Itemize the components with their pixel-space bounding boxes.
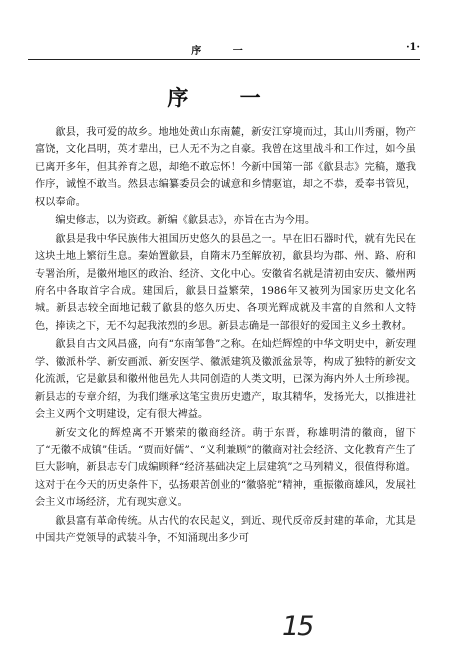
preface-title: 序 一	[167, 85, 283, 110]
running-title: 序 一	[191, 46, 257, 57]
page-number: ·1·	[406, 42, 420, 53]
paragraph: 歙县是我中华民族伟大祖国历史悠久的县邑之一。早在旧石器时代，就有先民在这块土地上繁衍生息。秦始置歙县，自隋末乃至解放初，歙县均为郡、州、路、府和专署治所，是徽州地区的政治、经济、文化中心。安徽省名就是清初由安庆、徽州两府名中各取首字合成。建国后，歙县日益繁荣，1986年又被列为国家历史文化名城。新县志较全面地记载了歙县的悠久历史、各项光辉成就及丰富的自然和人文特色，捧读之下，无不勾起我浓烈的乡思。新县志确是一部很好的爱国主义乡土教材。	[35, 233, 416, 332]
paragraph: 歙县，我可爱的故乡。地地处黄山东南麓，新安江穿境而过，其山川秀丽，物产富饶，文化昌明，英才辈出，已人无不为之自豪。我曾在这里战斗和工作过，如今虽已离开多年，但其养育之恩，却绝不敢忘怀！今新中国第一部《歙县志》完稿，邀我作序，诚惶不敢当。然县志编纂委员会的诚意和乡情驱谊，却之不恭，爰奉书管见，权以奉命。	[35, 127, 416, 208]
header-rule	[28, 59, 420, 60]
running-header	[28, 42, 420, 56]
paragraph: 歙县自古文风昌盛，向有“东南邹鲁”之称。在灿烂辉煌的中华文明史中，新安理学、徽派朴学、新安画派、新安医学、徽派建筑及徽派盆景等，构成了独特的新安文化流派，它是歙县和徽州他邑先人共同创造的人类文明，已深为海内外人士所珍视。新县志的专章介绍，为我们继承这笔宝贵历史遗产，取其精华，发扬光大，以推进社会主义两个文明建设，定有很大裨益。	[35, 339, 416, 421]
paragraph: 编史修志，以为资政。新编《歙县志》，亦旨在古为今用。	[55, 215, 316, 227]
paragraph: 歙县富有革命传统。从古代的农民起义，到近、现代反帝反封建的革命，尤其是中国共产党领导的武装斗争，不知涌现出多少可	[35, 515, 416, 545]
handwritten-mark: 15	[282, 611, 313, 642]
preface-body	[35, 124, 416, 549]
paragraph: 新安文化的辉煌离不开繁荣的徽商经济。萌于东晋，称雄明清的徽商，留下了“无徽不成镇”佳话。“贾而好儒”、“义利兼顾”的徽商对社会经济、文化教育产生了巨大影响，新县志专门成编顾释“经济基础决定上层建筑”之马列精义，很值得称道。这对于在今天的历史条件下，弘扬艰苦创业的“徽骆驼”精神，重振徽商雄风，发展社会主义市场经济，尤有现实意义。	[35, 427, 416, 509]
